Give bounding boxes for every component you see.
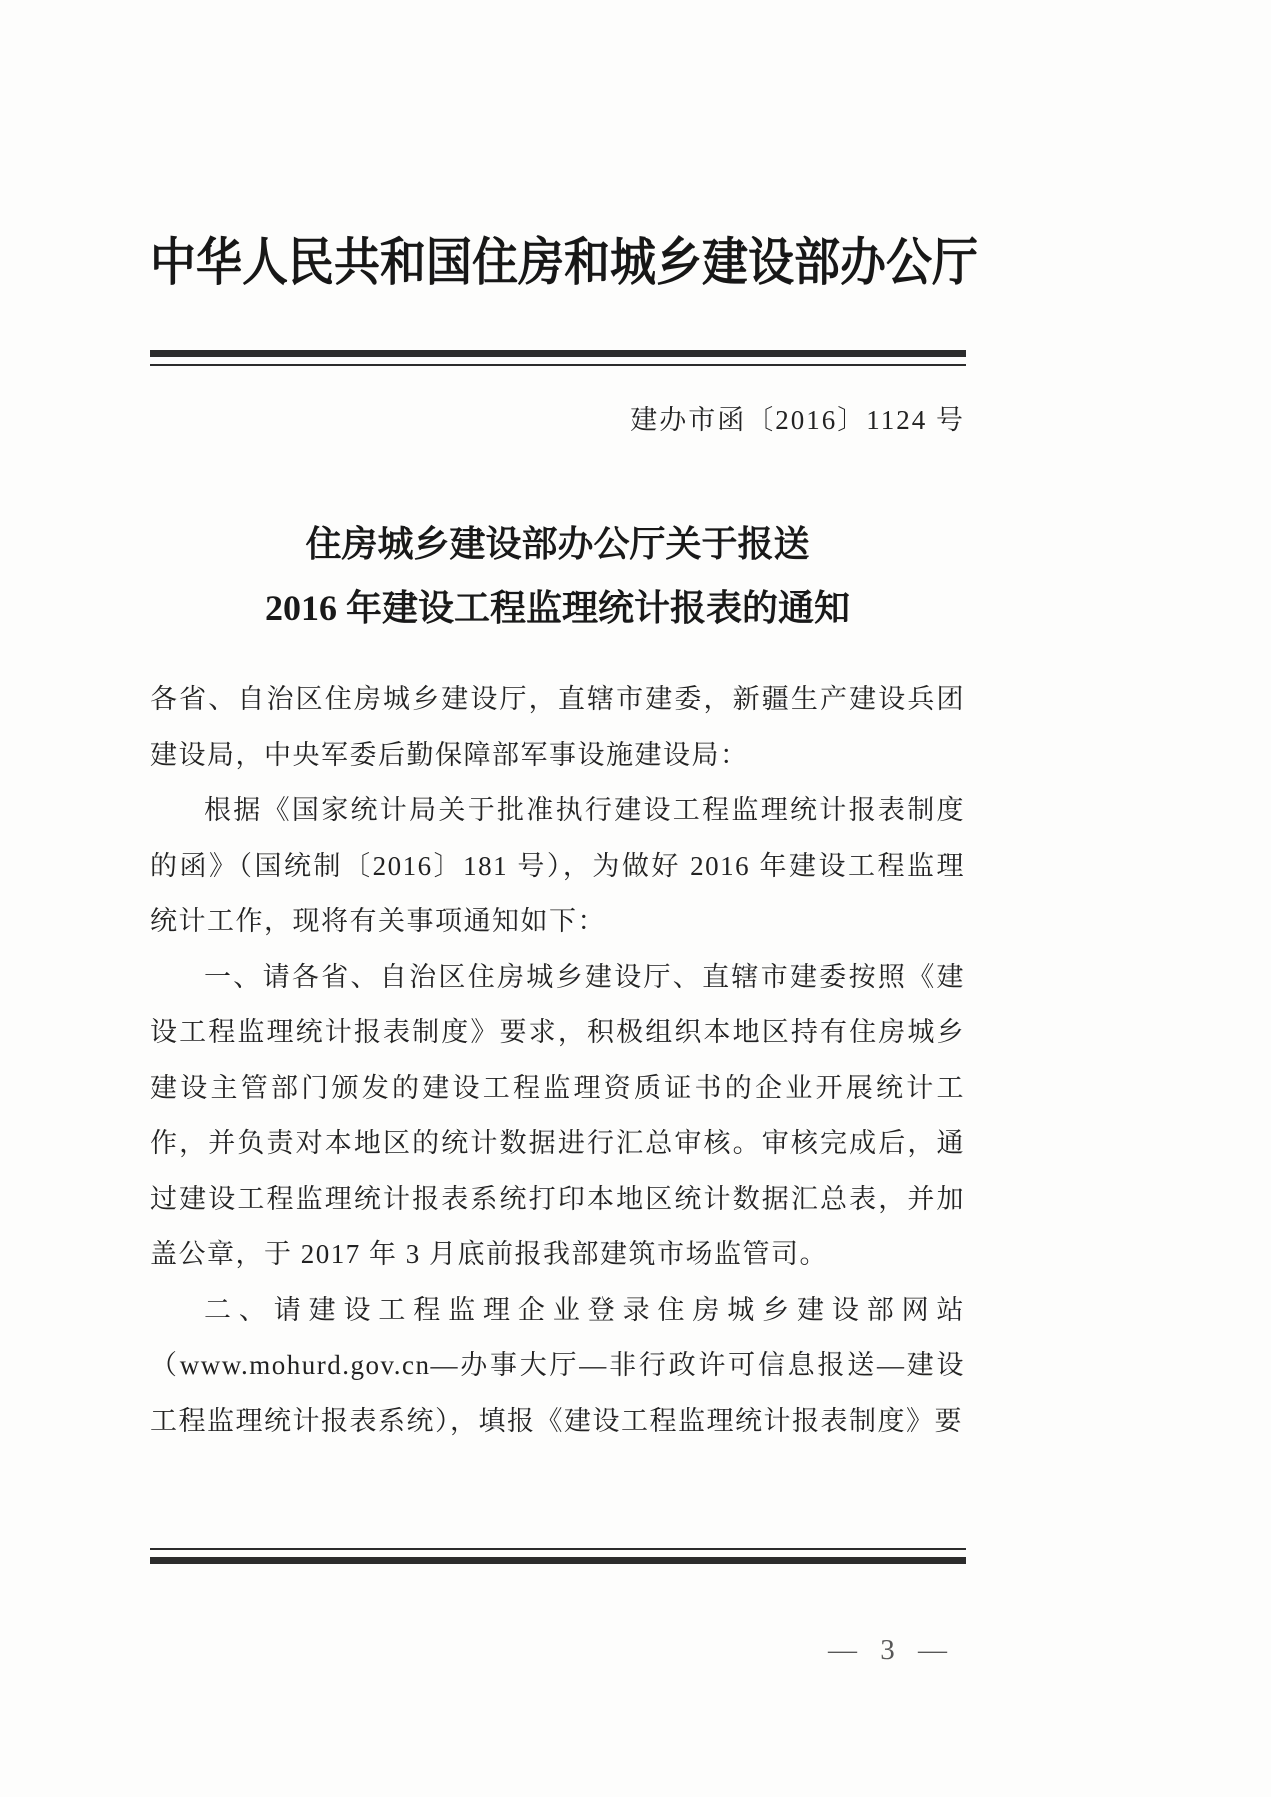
item-1-paragraph: 一、请各省、自治区住房城乡建设厅、直辖市建委按照《建设工程监理统计报表制度》要求，积极组织本地区持有住房城乡建设主管部门颁发的建设工程监理资质证书的企业开展统计工作，并负责对本地区的统计数据进行汇总审核。审核完成后，通过建设工程监理统计报表系统打印本地区统计数据汇总表，并加盖公章，于 2017 年 3 月底前报我部建筑市场监管司。 bbox=[150, 961, 965, 1269]
letterhead-title: 中华人民共和国住房和城乡建设部办公厅 bbox=[150, 234, 978, 292]
document-title-line1: 住房城乡建设部办公厅关于报送 bbox=[305, 524, 810, 564]
header-rule-thick bbox=[150, 350, 966, 357]
intro-paragraph: 根据《国家统计局关于批准执行建设工程监理统计报表制度的函》（国统制〔2016〕181 号），为做好 2016 年建设工程监理统计工作，现将有关事项通知如下： bbox=[150, 795, 965, 936]
document-number: 建办市函〔2016〕1124 号 bbox=[630, 405, 965, 435]
salutation-paragraph: 各省、自治区住房城乡建设厅，直辖市建委，新疆生产建设兵团建设局，中央军委后勤保障部军事设施建设局： bbox=[150, 684, 965, 770]
document-title-line2: 2016 年建设工程监理统计报表的通知 bbox=[264, 588, 850, 628]
document-body bbox=[150, 672, 965, 1449]
header-rule-thin bbox=[150, 364, 966, 366]
page-number: — 3 — bbox=[828, 1634, 955, 1666]
footer-rule-thin bbox=[150, 1548, 966, 1550]
document-title bbox=[150, 512, 965, 640]
footer-rule-thick bbox=[150, 1557, 966, 1564]
item-2-paragraph: 二、请建设工程监理企业登录住房城乡建设部网站（www.mohurd.gov.cn—办事大厅—非行政许可信息报送—建设工程监理统计报表系统），填报《建设工程监理统计报表制度》要 bbox=[150, 1294, 965, 1436]
